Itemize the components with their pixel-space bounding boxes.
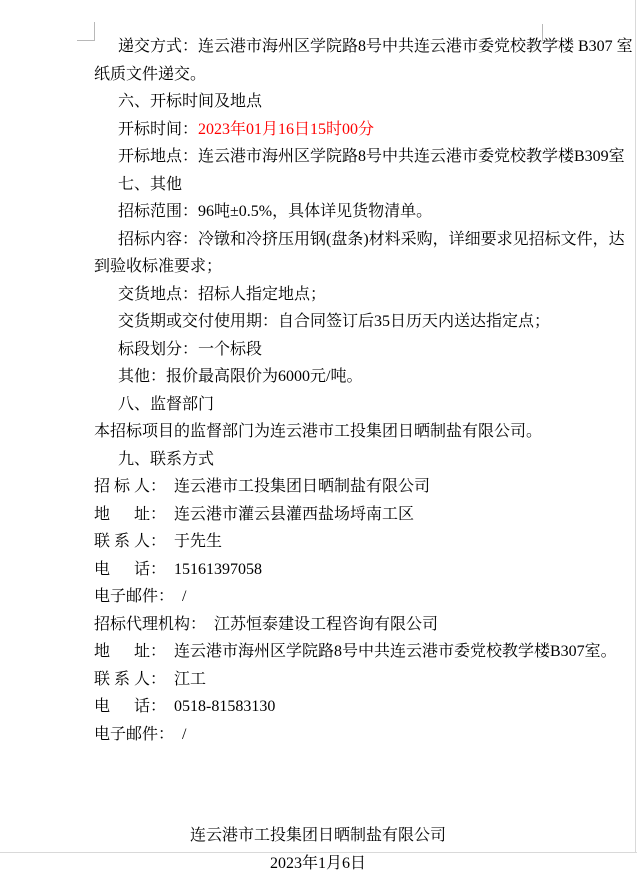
document-line: [94, 226, 554, 254]
line-text: 招 标 人： 连云港市工投集团日晒制盐有限公司: [94, 478, 430, 495]
document-body: [94, 33, 554, 877]
document-line: [94, 88, 554, 116]
document-line: [94, 116, 554, 144]
line-text: 电子邮件： /: [94, 726, 186, 743]
line-text: 招标内容：冷镦和冷挤压用钢(盘条)材料采购，详细要求见招标文件，达: [118, 231, 625, 248]
document-line: [94, 281, 554, 309]
line-text: 九、联系方式: [118, 451, 214, 468]
document-line: [94, 556, 554, 584]
document-line: [94, 693, 554, 721]
document-line: [94, 308, 554, 336]
line-text: 招标范围：96吨±0.5%，具体详见货物清单。: [118, 203, 432, 220]
line-text: 其他：报价最高限价为6000元/吨。: [118, 368, 362, 385]
line-text: 七、其他: [118, 176, 182, 193]
line-text: 递交方式：连云港市海州区学院路8号中共连云港市委党校教学楼 B307 室: [118, 38, 633, 55]
line-text: 八、监督部门: [118, 396, 214, 413]
footer-date: 2023年1月6日: [94, 850, 542, 877]
line-text: 交货期或交付使用期：自合同签订后35日历天内送达指定点；: [118, 313, 550, 330]
line-text: 纸质文件递交。: [94, 66, 206, 83]
document-line: [94, 171, 554, 199]
highlight-date-text: 2023年01月16日15时00分: [198, 121, 374, 138]
document-line: [94, 666, 554, 694]
line-text: 标段划分：一个标段: [118, 341, 262, 358]
line-text: 联 系 人： 江工: [94, 671, 206, 688]
document-line: [94, 198, 554, 226]
page-edge-bottom: [0, 852, 637, 853]
document-line: [94, 253, 554, 281]
document-line: [94, 473, 554, 501]
document-line: [94, 391, 554, 419]
line-text: 开标时间：: [118, 121, 198, 138]
footer-company: 连云港市工投集团日晒制盐有限公司: [94, 822, 542, 850]
document-line: [94, 528, 554, 556]
document-lines: [94, 33, 554, 748]
line-text: 到验收标准要求；: [94, 258, 222, 275]
document-line: [94, 336, 554, 364]
line-text: 六、开标时间及地点: [118, 93, 262, 110]
document-line: [94, 33, 554, 61]
line-text: 联 系 人： 于先生: [94, 533, 222, 550]
document-line: [94, 611, 554, 639]
margin-mark-top-left-icon: [77, 22, 95, 41]
document-line: [94, 501, 554, 529]
document-line: [94, 363, 554, 391]
line-text: 电 话： 0518-81583130: [94, 698, 275, 715]
page-edge-right: [635, 0, 636, 853]
document-line: [94, 721, 554, 749]
line-text: 招标代理机构： 江苏恒泰建设工程咨询有限公司: [94, 616, 438, 633]
line-text: 本招标项目的监督部门为连云港市工投集团日晒制盐有限公司。: [94, 423, 542, 440]
line-text: 开标地点：连云港市海州区学院路8号中共连云港市委党校教学楼B309室: [118, 148, 625, 165]
document-line: [94, 446, 554, 474]
document-line: [94, 638, 554, 666]
line-text: 电 话： 15161397058: [94, 561, 262, 578]
line-text: 交货地点：招标人指定地点；: [118, 286, 326, 303]
document-line: [94, 143, 554, 171]
document-footer: [94, 822, 542, 877]
document-line: [94, 61, 554, 89]
line-text: 地 址： 连云港市灌云县灌西盐场埒南工区: [94, 506, 414, 523]
line-text: 地 址： 连云港市海州区学院路8号中共连云港市委党校教学楼B307室。: [94, 643, 617, 660]
line-text: 电子邮件： /: [94, 588, 186, 605]
document-line: [94, 583, 554, 611]
document-line: [94, 418, 554, 446]
